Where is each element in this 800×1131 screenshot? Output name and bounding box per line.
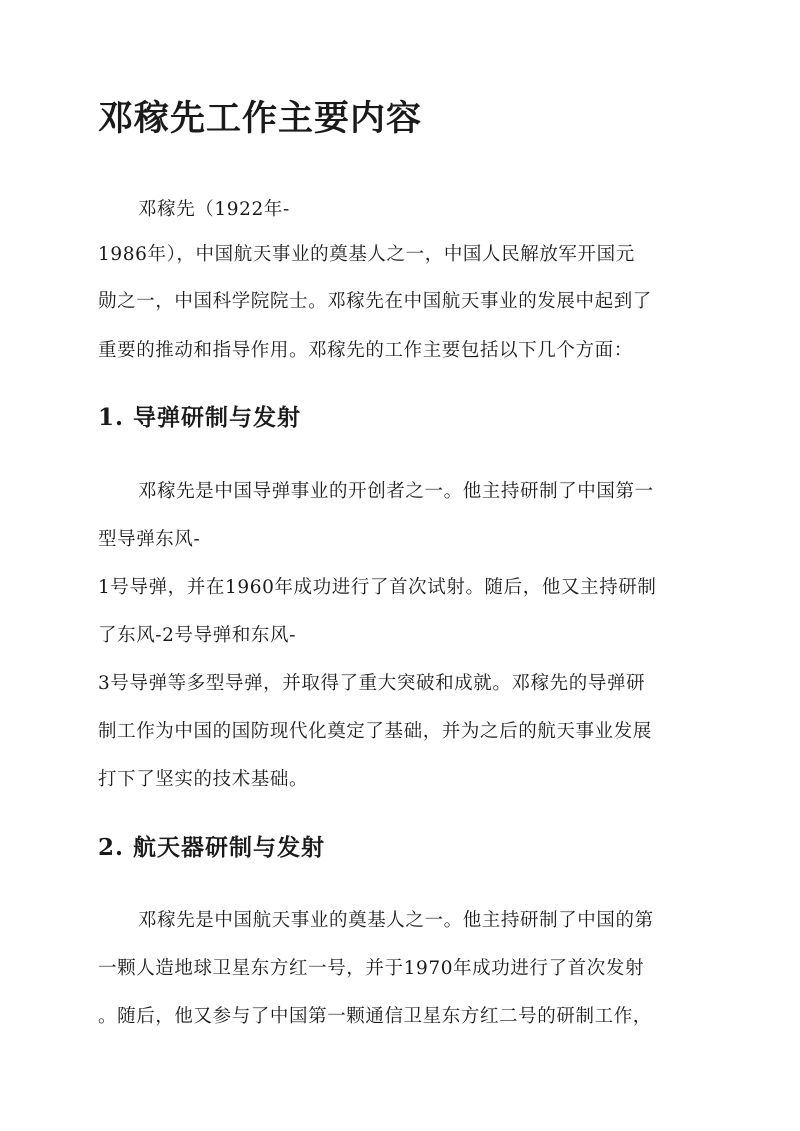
section-2-line-2: 一颗人造地球卫星东方红一号，并于1970年成功进行了首次发射 xyxy=(98,958,645,979)
intro-line-2: 1986年），中国航天事业的奠基人之一，中国人民解放军开国元 xyxy=(98,244,635,265)
document-title: 邓稼先工作主要内容 xyxy=(98,98,423,139)
section-1-heading: 1. 导弹研制与发射 xyxy=(98,404,302,431)
section-1-line-2: 型导弹东风- xyxy=(98,529,201,550)
section-2-line-1: 邓稼先是中国航天事业的奠基人之一。他主持研制了中国的第 xyxy=(138,910,654,931)
section-1-line-3: 1号导弹，并在1960年成功进行了首次试射。随后，他又主持研制 xyxy=(98,577,657,598)
section-1-line-7: 打下了坚实的技术基础。 xyxy=(98,769,309,790)
section-1-line-1: 邓稼先是中国导弹事业的开创者之一。他主持研制了中国第一 xyxy=(138,481,654,502)
section-1-line-4: 了东风-2号导弹和东风- xyxy=(98,625,296,646)
section-2-line-3: 。随后，他又参与了中国第一颗通信卫星东方红二号的研制工作， xyxy=(98,1006,652,1027)
intro-line-4: 重要的推动和指导作用。邓稼先的工作主要包括以下几个方面： xyxy=(98,340,633,361)
section-1-line-5: 3号导弹等多型导弹，并取得了重大突破和成就。邓稼先的导弹研 xyxy=(98,673,646,694)
intro-line-1: 邓稼先（1922年- xyxy=(138,199,290,220)
section-2-heading: 2. 航天器研制与发射 xyxy=(98,834,326,861)
section-1-line-6: 制工作为中国的国防现代化奠定了基础，并为之后的航天事业发展 xyxy=(98,721,652,742)
intro-line-3: 勋之一，中国科学院院士。邓稼先在中国航天事业的发展中起到了 xyxy=(98,291,652,312)
